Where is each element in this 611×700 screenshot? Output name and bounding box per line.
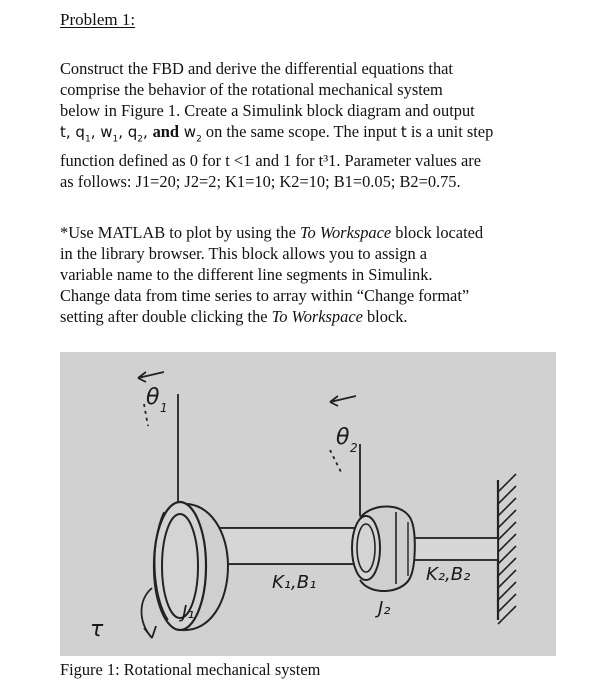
and-bold: and	[152, 122, 180, 141]
paragraph-text: setting after double clicking the	[60, 307, 272, 326]
output-vars: ,	[143, 123, 153, 141]
j2-label: J₂	[378, 598, 391, 619]
paragraph-line: Change data from time series to array within “Change format”	[60, 286, 470, 305]
output-vars: t, q	[60, 123, 85, 141]
paragraph-line	[60, 222, 580, 243]
tau-label: τ	[90, 617, 104, 642]
problem-heading: Problem 1:	[60, 10, 136, 29]
paragraph-line: as follows: J1=20; J2=2; K1=10; K2=10; B1=0.05; B2=0.75.	[60, 172, 461, 192]
k2-b2-label: K₂,B₂	[426, 564, 471, 585]
disk-j2	[352, 506, 415, 591]
output-vars: , w	[90, 123, 113, 141]
output-vars: w	[179, 123, 197, 141]
shaft-k1	[210, 528, 360, 564]
paragraph-line: comprise the behavior of the rotational mechanical system	[60, 80, 443, 99]
wall-hatching	[498, 474, 516, 624]
paragraph-text: *Use MATLAB to plot by using the	[60, 223, 300, 242]
rotational-system-figure	[60, 352, 556, 656]
problem-paragraph	[60, 58, 580, 192]
to-workspace-italic: To Workspace	[271, 307, 363, 326]
instruction-paragraph	[60, 222, 580, 327]
system-drawing	[60, 352, 556, 656]
figure-caption: Figure 1: Rotational mechanical system	[60, 660, 321, 679]
theta2-label: θ	[336, 425, 350, 450]
subscript: 1	[84, 134, 91, 145]
paragraph-text: on the same scope. The input	[201, 122, 401, 141]
output-vars: , q	[118, 123, 138, 141]
shaft-k2	[406, 538, 498, 560]
torque-arrow	[142, 588, 157, 638]
subscript: 2	[137, 134, 144, 145]
paragraph-line-outputs	[60, 121, 580, 150]
k1-b1-label: K₁,B₁	[272, 572, 317, 593]
paragraph-text: block located	[391, 223, 484, 242]
theta2-marker	[330, 396, 360, 516]
paragraph-line: Construct the FBD and derive the differential equations that	[60, 59, 453, 78]
subscript: 2	[196, 134, 202, 145]
paragraph-line: in the library browser. This block allows you to assign a	[60, 244, 428, 263]
paragraph-text: is a unit step	[406, 122, 494, 141]
paragraph-text: block.	[362, 307, 408, 326]
paragraph-line: variable name to the different line segments in Simulink.	[60, 265, 433, 284]
paragraph-line: below in Figure 1. Create a Simulink block diagram and output	[60, 101, 475, 120]
input-symbol: t	[400, 123, 407, 141]
j1-label: J₁	[182, 602, 195, 623]
paragraph-line	[60, 306, 580, 327]
theta1-subscript: 1	[160, 401, 168, 415]
theta1-label: θ	[146, 385, 160, 410]
paragraph-line: function defined as 0 for t <1 and 1 for t³1. Parameter values are	[60, 151, 482, 171]
to-workspace-italic: To Workspace	[299, 223, 392, 242]
theta2-subscript: 2	[350, 441, 358, 455]
subscript: 1	[112, 134, 119, 145]
